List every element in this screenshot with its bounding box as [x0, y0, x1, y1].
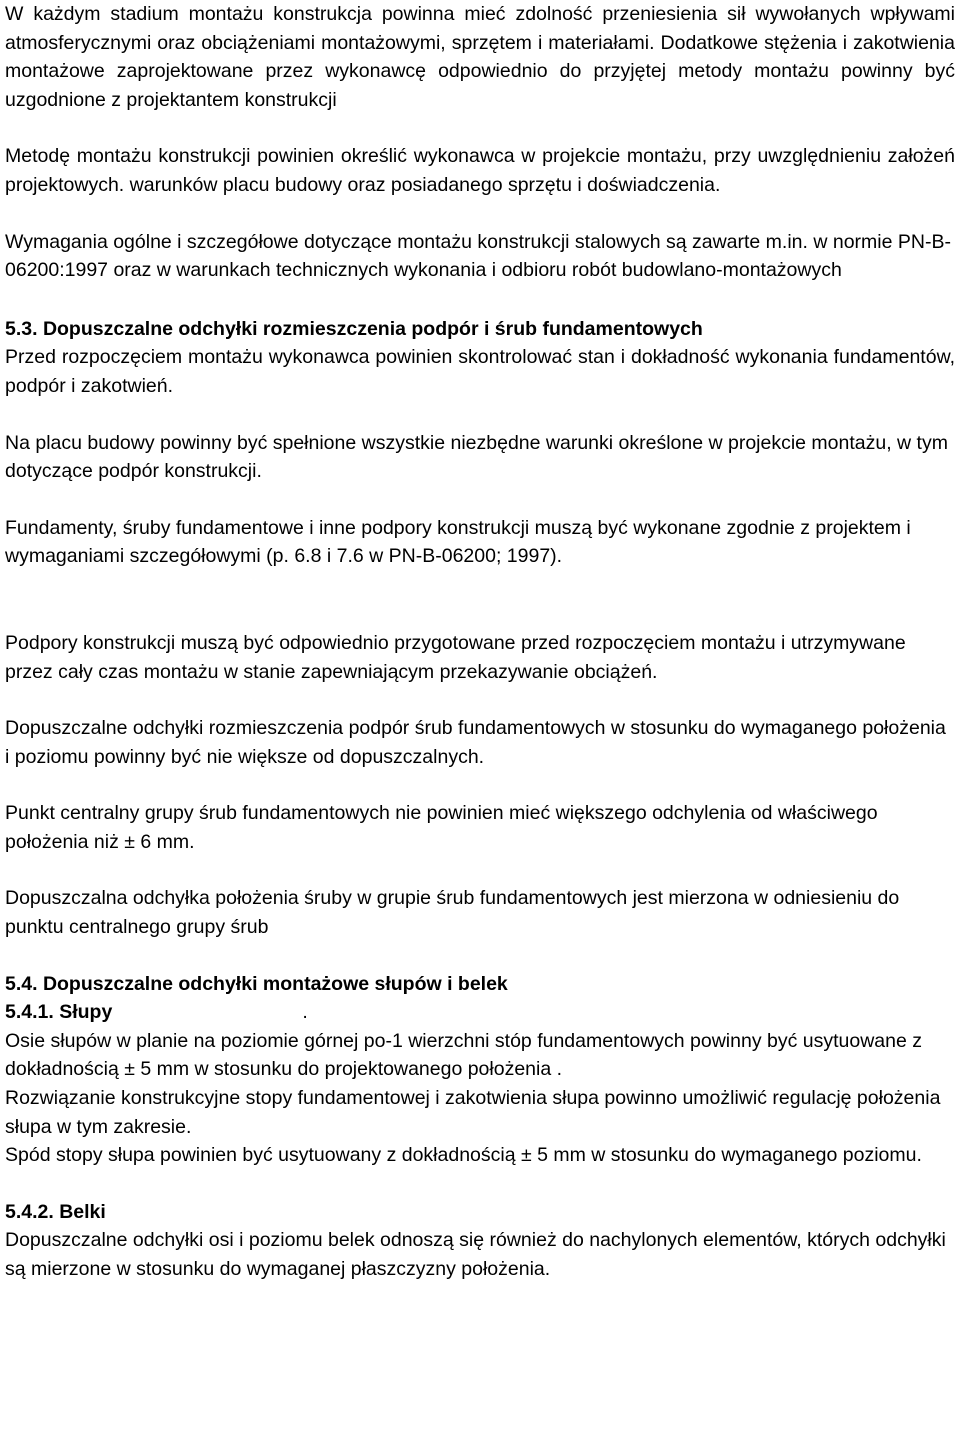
heading-dot: .	[302, 1001, 308, 1024]
document-page	[5, 0, 955, 1284]
section-heading-5-4-1: 5.4.1. Słupy	[5, 1001, 113, 1024]
paragraph-site-conditions: Na placu budowy powinny być spełnione wszystkie niezbędne warunki określone w projekcie montażu, w tym dotyczące podpór konstrukcji.	[5, 431, 948, 483]
section-heading-5-3: 5.3. Dopuszczalne odchyłki rozmieszczenia podpór i śrub fundamentowych	[5, 317, 703, 340]
paragraph-bolt-position-deviation: Dopuszczalna odchyłka położenia śruby w grupie śrub fundamentowych jest mierzona w odniesieniu do punktu centralnego grupy śrub	[5, 887, 900, 939]
paragraph-foundation-check: Przed rozpoczęciem montażu wykonawca powinien skontrolować stan i dokładność wykonania fundamentów, podpór i zakotwień.	[5, 346, 955, 397]
paragraph-assembly-stability: W każdym stadium montażu konstrukcja powinna mieć zdolność przeniesienia sił wywołanych wpływami atmosferycznymi oraz obciążeniami montażowymi, sprzętem i materiałami. Dodatkowe stężenia i zakotwienia montażowe zaprojektowane przez wykonawcę odpowiednio do przyjętej metody montażu powinny być uzgodnione z projektantem konstrukcji	[5, 3, 955, 111]
paragraph-supports-preparation: Podpory konstrukcji muszą być odpowiednio przygotowane przed rozpoczęciem montażu i utrzymywane przez cały czas montażu w stanie zapewniającym przekazywanie obciążeń.	[5, 631, 906, 683]
paragraph-beam-deviations: Dopuszczalne odchyłki osi i poziomu belek odnoszą się również do nachylonych elementów, których odchyłki są mierzone w stosunku do wymaganej płaszczyzny położenia.	[5, 1229, 946, 1280]
paragraph-column-axes: Osie słupów w planie na poziomie górnej po-1 wierzchni stóp fundamentowych powinny być usytuowane z dokładnością ± 5 mm w stosunku do projektowanego położenia .	[5, 1029, 922, 1081]
section-heading-5-4: 5.4. Dopuszczalne odchyłki montażowe słupów i belek	[5, 972, 508, 995]
section-heading-5-4-1-line	[5, 998, 955, 1027]
paragraph-assembly-method: Metodę montażu konstrukcji powinien określić wykonawca w projekcie montażu, przy uwzględnieniu założeń projektowych. warunków placu budowy oraz posiadanego sprzętu i doświadczenia.	[5, 145, 955, 196]
paragraph-permissible-deviations: Dopuszczalne odchyłki rozmieszczenia podpór śrub fundamentowych w stosunku do wymaganego położenia i poziomu powinny być nie większe od dopuszczalnych.	[5, 717, 946, 768]
paragraph-general-requirements: Wymagania ogólne i szczegółowe dotyczące montażu konstrukcji stalowych są zawarte m.in. w normie PN-B-06200:1997 oraz w warunkach technicznych wykonania i odbioru robót budowlano-montażowych	[5, 230, 951, 282]
paragraph-bolt-group-center: Punkt centralny grupy śrub fundamentowych nie powinien mieć większego odchylenia od właściwego położenia niż ± 6 mm.	[5, 802, 878, 853]
paragraph-foundations-requirements: Fundamenty, śruby fundamentowe i inne podpory konstrukcji muszą być wykonane zgodnie z projektem i wymaganiami szczegółowymi (p. 6.8 i 7.6 w PN-B-06200; 1997).	[5, 516, 911, 568]
paragraph-column-base-level: Spód stopy słupa powinien być usytuowany z dokładnością ± 5 mm w stosunku do wymaganego poziomu.	[5, 1144, 922, 1167]
paragraph-column-base-design: Rozwiązanie konstrukcyjne stopy fundamentowej i zakotwienia słupa powinno umożliwić regulację położenia słupa w tym zakresie.	[5, 1087, 941, 1138]
section-heading-5-4-2: 5.4.2. Belki	[5, 1200, 106, 1223]
